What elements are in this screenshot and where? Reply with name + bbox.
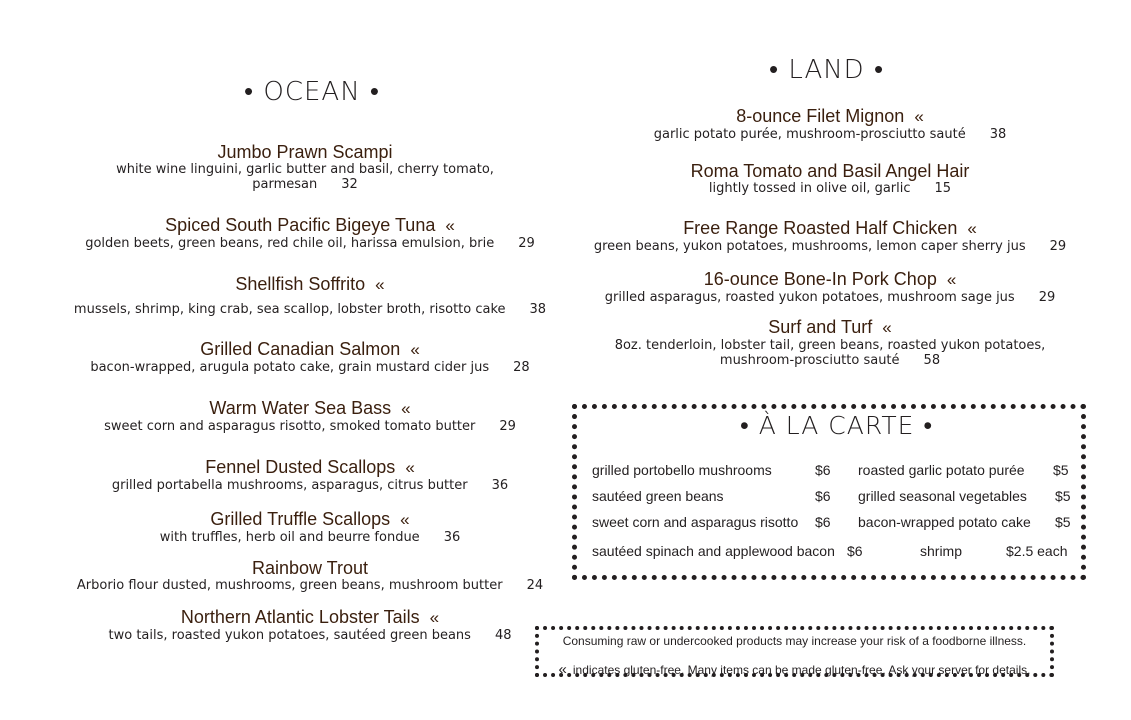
menu-item	[70, 339, 550, 375]
item-price: 48	[494, 628, 512, 643]
carte-item: bacon-wrapped potato cake	[858, 514, 1031, 530]
menu-item	[590, 106, 1070, 142]
gluten-free-icon: «	[558, 661, 567, 678]
menu-item	[70, 457, 550, 493]
item-name: Shellfish Soffrito	[235, 274, 366, 294]
item-price: 58	[923, 353, 941, 368]
item-name: Surf and Turf	[768, 317, 873, 337]
a-la-carte-heading: • À LA CARTE •	[740, 411, 934, 440]
carte-item: sautéed green beans	[592, 488, 724, 504]
item-price: 36	[491, 478, 509, 493]
item-description: garlic potato purée, mushroom-prosciutto sauté	[653, 127, 966, 142]
menu-item	[80, 142, 530, 192]
menu-item	[70, 607, 550, 643]
gluten-free-icon: «	[946, 270, 957, 289]
gluten-free-icon: «	[967, 219, 977, 238]
item-description: golden beets, green beans, red chile oil, harissa emulsion, brie	[85, 236, 495, 251]
carte-price: $2.5 each	[1006, 543, 1068, 559]
item-name: Spiced South Pacific Bigeye Tuna	[165, 215, 436, 235]
item-price: 32	[341, 177, 358, 192]
item-description-cont: mushroom-prosciutto sauté	[719, 353, 900, 368]
item-description-cont: parmesan	[252, 177, 318, 192]
item-description: grilled asparagus, roasted yukon potatoes, mushroom sage jus	[604, 290, 1015, 305]
menu-item	[590, 269, 1070, 305]
gluten-free-icon: «	[429, 608, 440, 627]
carte-price: $5	[1053, 462, 1069, 478]
item-name: Jumbo Prawn Scampi	[217, 142, 393, 162]
menu-item	[590, 317, 1070, 368]
item-price: 29	[1049, 239, 1067, 254]
item-description: mussels, shrimp, king crab, sea scallop, lobster broth, risotto cake	[73, 302, 506, 317]
gluten-free-icon: «	[410, 340, 420, 359]
item-name: 16-ounce Bone-In Pork Chop	[703, 269, 937, 289]
item-name: Grilled Canadian Salmon	[200, 339, 401, 359]
menu-item	[70, 558, 550, 593]
gluten-free-icon: «	[882, 318, 892, 337]
item-name: Roma Tomato and Basil Angel Hair	[690, 161, 970, 181]
carte-item: sautéed spinach and applewood bacon	[592, 543, 835, 559]
carte-item: grilled seasonal vegetables	[858, 488, 1027, 504]
item-description: lightly tossed in olive oil, garlic	[708, 181, 911, 196]
item-name: Rainbow Trout	[251, 558, 369, 578]
item-description: 8oz. tenderloin, lobster tail, green beans, roasted yukon potatoes,	[614, 338, 1046, 353]
carte-item: sweet corn and asparagus risotto	[592, 514, 799, 530]
item-description: grilled portabella mushrooms, asparagus, citrus butter	[111, 478, 468, 493]
menu-item	[70, 274, 550, 317]
carte-price: $6	[815, 462, 831, 478]
gluten-free-icon: «	[401, 399, 411, 418]
menu-item	[70, 215, 550, 251]
carte-price: $5	[1055, 514, 1071, 530]
item-name: Grilled Truffle Scallops	[210, 509, 391, 529]
carte-price: $6	[815, 488, 831, 504]
item-price: 24	[526, 578, 544, 593]
item-description: sweet corn and asparagus risotto, smoked tomato butter	[104, 419, 476, 434]
item-name: Warm Water Sea Bass	[209, 398, 392, 418]
item-name: Fennel Dusted Scallops	[205, 457, 396, 477]
menu-item	[590, 161, 1070, 196]
item-description: two tails, roasted yukon potatoes, sautéed green beans	[108, 628, 471, 643]
item-name: 8-ounce Filet Mignon	[736, 106, 905, 126]
item-description: with truffles, herb oil and beurre fondue	[159, 530, 420, 545]
item-price: 29	[518, 236, 535, 251]
menu-item	[590, 218, 1070, 254]
item-name: Northern Atlantic Lobster Tails	[180, 607, 420, 627]
item-price: 29	[499, 419, 516, 434]
gluten-free-icon: «	[405, 458, 415, 477]
item-price: 38	[529, 302, 547, 317]
item-name: Free Range Roasted Half Chicken	[683, 218, 958, 238]
gluten-free-icon: «	[445, 216, 455, 235]
notice-line-gluten-free: indicates gluten-free. Many items can be made gluten-free. Ask your server for details.	[572, 663, 1031, 677]
gluten-free-icon: «	[375, 275, 385, 294]
item-description: Arborio flour dusted, mushrooms, green beans, mushroom butter	[76, 578, 503, 593]
item-description: bacon-wrapped, arugula potato cake, grain mustard cider jus	[90, 360, 490, 375]
item-price: 38	[989, 127, 1007, 142]
menu-item	[70, 509, 550, 545]
land-heading: • LAND •	[769, 55, 885, 85]
carte-price: $6	[815, 514, 831, 530]
carte-price: $6	[847, 543, 863, 559]
allergy-notice	[535, 626, 1054, 677]
carte-item: roasted garlic potato purée	[858, 462, 1025, 478]
carte-item: shrimp	[920, 543, 963, 559]
item-description: green beans, yukon potatoes, mushrooms, lemon caper sherry jus	[593, 239, 1026, 254]
gluten-free-icon: «	[914, 107, 924, 126]
ocean-heading: • OCEAN •	[244, 77, 381, 107]
item-description: white wine linguini, garlic butter and basil, cherry tomato,	[116, 162, 494, 177]
item-price: 29	[1038, 290, 1056, 305]
notice-line-raw-food: Consuming raw or undercooked products may increase your risk of a foodborne illness.	[562, 634, 1027, 648]
item-price: 36	[443, 530, 461, 545]
carte-price: $5	[1055, 488, 1071, 504]
item-price: 28	[513, 360, 530, 375]
carte-item: grilled portobello mushrooms	[592, 462, 772, 478]
gluten-free-icon: «	[400, 510, 410, 529]
item-price: 15	[934, 181, 952, 196]
menu-item	[70, 398, 550, 434]
